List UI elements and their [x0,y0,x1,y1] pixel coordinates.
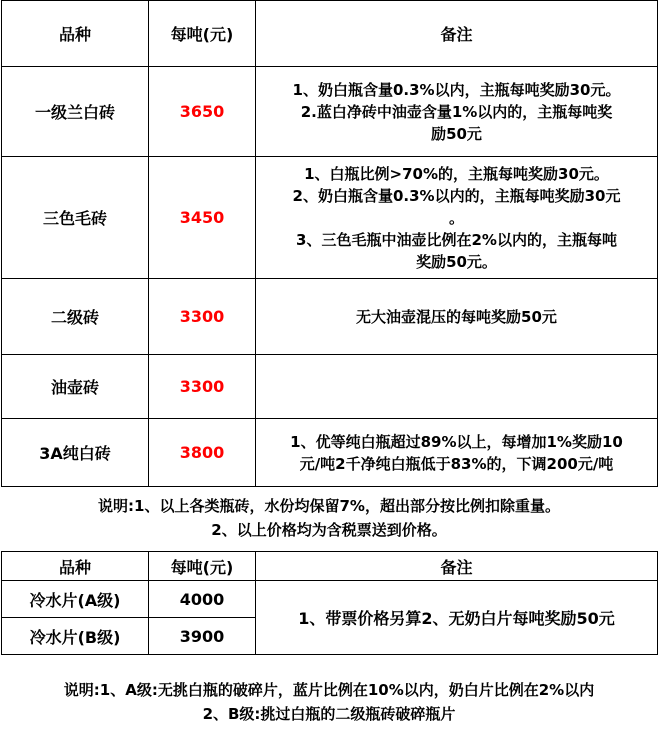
variety-name: 冷水片(B级) [2,618,149,655]
table-row [2,279,658,355]
header-note: 备注 [256,552,658,581]
note-line: 无大油壶混压的每吨奖励50元 [356,307,557,326]
price-value: 3300 [149,355,256,419]
price-value: 3300 [149,279,256,355]
table-row [2,355,658,419]
variety-name: 3A纯白砖 [2,419,149,487]
price-value: 3900 [149,618,256,655]
grade-explanation-block [0,678,658,726]
header-variety: 品种 [2,1,149,67]
table-header-row [2,1,658,67]
table-row [2,157,658,279]
note-cell [256,355,658,419]
price-value: 3450 [149,157,256,279]
table-row [2,581,658,618]
variety-name: 一级兰白砖 [2,67,149,157]
note-line: 2、奶白瓶含量0.3%以内的，主瓶每吨奖励30元 [292,186,621,205]
note-cell [256,279,658,355]
header-price: 每吨(元) [149,552,256,581]
variety-name: 油壶砖 [2,355,149,419]
note-cell [256,419,658,487]
note-line: 奖励50元。 [416,252,497,271]
variety-name: 冷水片(A级) [2,581,149,618]
note-line: 。 [448,208,464,227]
note-cell: 1、带票价格另算2、无奶白片每吨奖励50元 [256,581,658,655]
note-line: 元/吨2千净纯白瓶低于83%的，下调200元/吨 [299,454,614,473]
explanation-line: 说明:1、A级:无挑白瓶的破碎片，蓝片比例在10%以内，奶白片比例在2%以内 [63,681,595,699]
header-price: 每吨(元) [149,1,256,67]
header-variety: 品种 [2,552,149,581]
variety-name: 三色毛砖 [2,157,149,279]
note-line: 1、白瓶比例>70%的，主瓶每吨奖励30元。 [304,164,609,183]
note-line: 1、奶白瓶含量0.3%以内，主瓶每吨奖励30元。 [292,80,621,99]
explanation-line: 2、以上价格均为含税票送到价格。 [211,521,447,539]
note-line: 1、优等纯白瓶超过89%以上，每增加1%奖励10 [290,432,623,451]
variety-name: 二级砖 [2,279,149,355]
price-value: 3650 [149,67,256,157]
table-header-row [2,552,658,581]
note-line: 2.蓝白净砖中油壶含量1%以内的，主瓶每吨奖 [300,102,613,121]
price-table [1,0,658,487]
price-value: 4000 [149,581,256,618]
explanation-line: 2、B级:挑过白瓶的二级瓶砖破碎瓶片 [202,705,456,723]
table-row [2,419,658,487]
table-row [2,67,658,157]
note-cell [256,67,658,157]
price-value: 3800 [149,419,256,487]
flake-price-table [1,551,658,655]
note-line: 3、三色毛瓶中油壶比例在2%以内的，主瓶每吨 [296,230,617,249]
explanation-block [0,494,658,542]
header-note: 备注 [256,1,658,67]
explanation-line: 说明:1、以上各类瓶砖，水份均保留7%，超出部分按比例扣除重量。 [98,497,560,515]
note-cell [256,157,658,279]
note-line: 励50元 [431,124,482,143]
